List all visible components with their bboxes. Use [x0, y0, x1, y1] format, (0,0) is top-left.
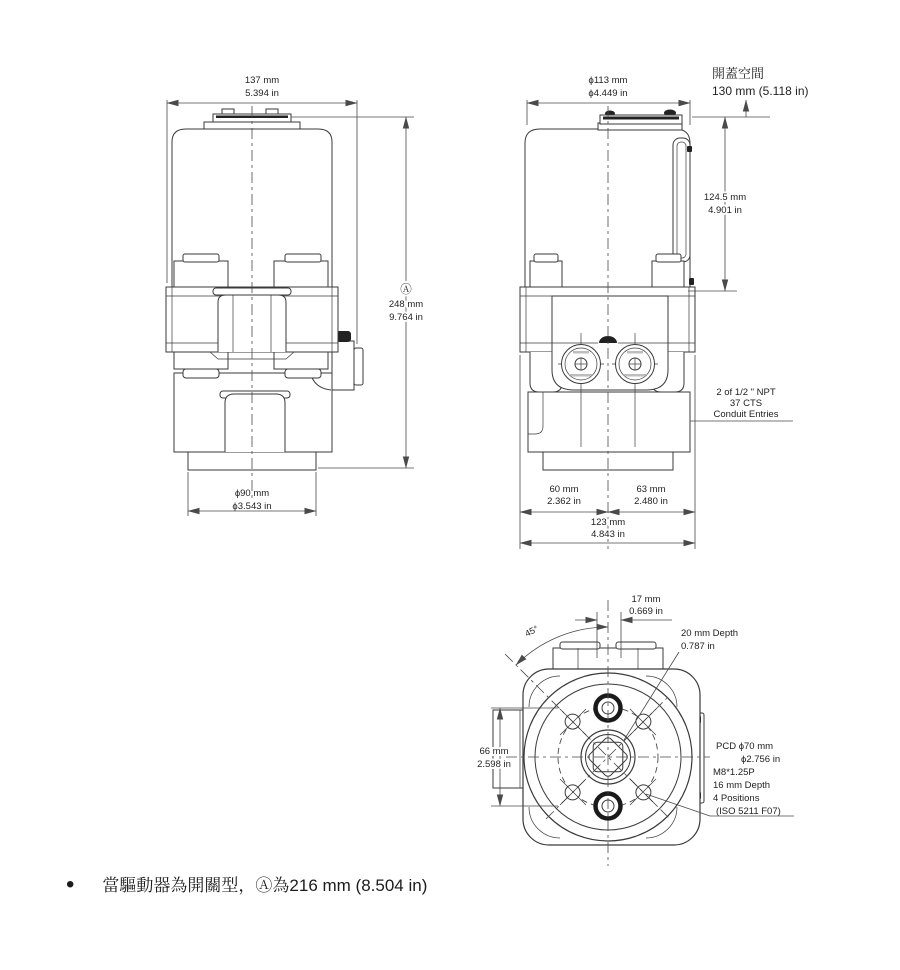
front-height-mm: 248 mm — [388, 299, 424, 310]
width-total-in: 4.843 in — [591, 529, 625, 540]
side-yoke-tab-right — [652, 261, 684, 287]
front-base-dia-mm: ϕ90 mm — [234, 488, 270, 499]
front-width-in: 5.394 in — [245, 88, 279, 99]
front-view — [166, 106, 363, 498]
width-total-mm: 123 mm — [590, 517, 626, 528]
side-hinge-rib — [673, 138, 690, 262]
front-base-dia-in: ϕ3.543 in — [232, 501, 272, 512]
hole-spacing-mm: 66 mm — [479, 746, 509, 757]
angle-label: 45° — [523, 623, 540, 639]
side-cover-dia-in: ϕ4.449 in — [588, 88, 628, 99]
mounting-spec-line2: ϕ2.756 in — [741, 754, 781, 765]
front-height-in: 9.764 in — [389, 312, 423, 323]
front-yoke-tab-left — [174, 261, 228, 287]
width-left-mm: 60 mm — [549, 484, 579, 495]
footnote-text: 當驅動器為開關型，Ⓐ為216 mm (8.504 in) — [102, 876, 428, 895]
hole-spacing-in: 2.598 in — [477, 759, 511, 770]
front-yoke-foot-right — [274, 352, 328, 369]
width-right-mm: 63 mm — [636, 484, 666, 495]
side-cover-dia-mm: ϕ113 mm — [588, 75, 628, 86]
footnote-bullet: • — [66, 871, 75, 898]
mounting-spec-line6: (ISO 5211 F07) — [716, 806, 781, 817]
conduit-note-line1: 2 of 1/2 " NPT — [716, 387, 776, 398]
conduit-note-line3: Conduit Entries — [713, 409, 779, 420]
cover-clearance-title: 開蓋空間 — [712, 66, 765, 81]
side-lower-housing — [528, 392, 690, 452]
front-yoke-foot-left — [174, 352, 228, 369]
footnote — [66, 871, 428, 898]
conduit-note-line2: 37 CTS — [729, 398, 763, 409]
side-yoke-tab-left — [530, 261, 562, 287]
front-connector-plate — [354, 348, 363, 385]
side-cap-band — [603, 117, 679, 120]
front-cavity-hump — [225, 394, 285, 452]
mounting-spec-line5: 4 Positions — [713, 793, 760, 804]
front-yoke-tab-right — [274, 261, 328, 287]
shaft-offset-mm: 17 mm — [631, 594, 661, 605]
cover-height-in: 4.901 in — [708, 205, 742, 216]
cover-height-mm: 124.5 mm — [703, 192, 747, 203]
bottom-view — [493, 600, 710, 866]
mounting-spec-line1: PCD ϕ70 mm — [716, 741, 774, 752]
mounting-spec-line4: 16 mm Depth — [713, 780, 771, 791]
front-width-mm: 137 mm — [244, 75, 280, 86]
side-view — [520, 106, 695, 549]
mounting-spec-line3: M8*1.25P — [713, 767, 755, 778]
cover-clearance-value: 130 mm (5.118 in) — [712, 84, 809, 98]
shaft-depth-line1: 20 mm Depth — [681, 628, 739, 639]
shaft-offset-in: 0.669 in — [629, 606, 663, 617]
shaft-depth-line2: 0.787 in — [681, 641, 715, 652]
width-left-in: 2.362 in — [547, 496, 581, 507]
front-height-label: Ⓐ — [400, 284, 412, 296]
width-right-in: 2.480 in — [634, 496, 668, 507]
